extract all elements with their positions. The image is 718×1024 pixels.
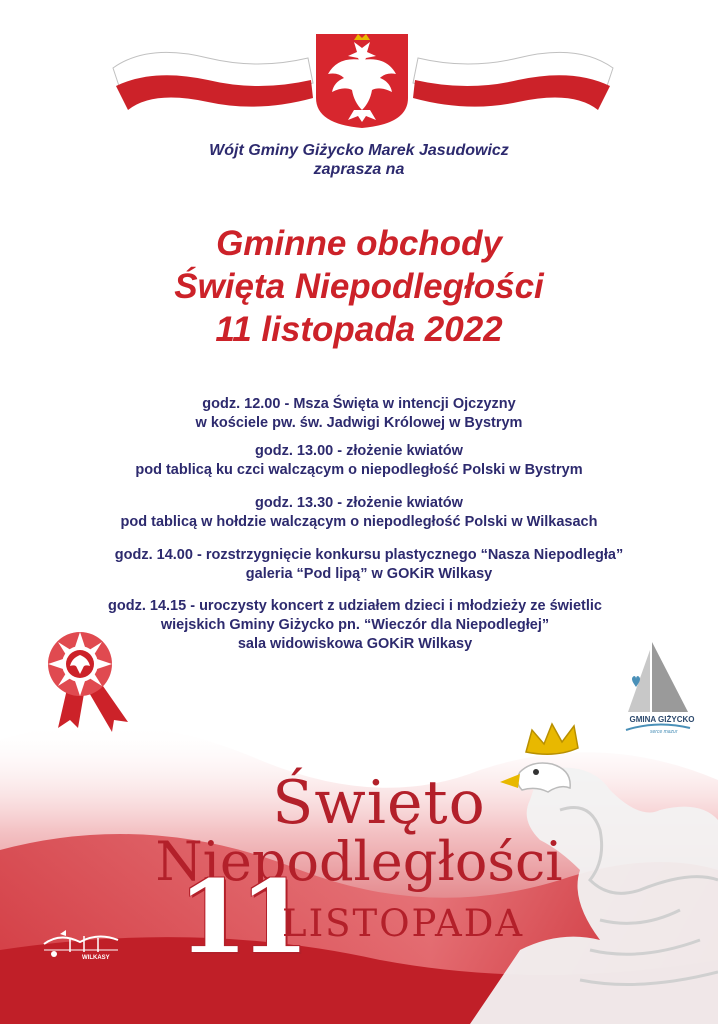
bottom-title-line1: Święto bbox=[272, 768, 486, 838]
program-item bbox=[0, 494, 718, 532]
event-title-line1: Gminne obchody bbox=[216, 224, 502, 263]
program-item-place-line: wiejskich Gminy Giżycko pn. “Wieczór dla Niepodległej” bbox=[160, 617, 550, 633]
program-item-time-line: godz. 13.00 - złożenie kwiatów bbox=[255, 443, 463, 459]
program-item bbox=[0, 395, 718, 433]
program-item-place-line: pod tablicą ku czci walczącym o niepodległość Polski w Bystrym bbox=[135, 462, 583, 478]
program-item bbox=[10, 546, 718, 584]
program-item-time-line: godz. 14.15 - uroczysty koncert z udziałem dzieci i młodzieży ze świetlic bbox=[108, 598, 602, 614]
program-item-venue-line: sala widowiskowa GOKiR Wilkasy bbox=[237, 636, 473, 652]
program-item bbox=[0, 442, 718, 480]
invite-line: zaprasza na bbox=[313, 161, 405, 178]
bottom-title-day: 11 bbox=[178, 858, 302, 976]
gokir-logo-label: WILKASY bbox=[82, 955, 110, 961]
polish-eagle-emblem-icon bbox=[108, 28, 618, 128]
program-item-time-line: godz. 12.00 - Msza Święta w intencji Ojczyzny bbox=[202, 396, 516, 412]
program-item-place-line: galeria “Pod lipą” w GOKiR Wilkasy bbox=[245, 566, 493, 582]
gokir-logo-icon bbox=[40, 926, 122, 966]
gmina-logo-name: GMINA GIŻYCKO bbox=[629, 715, 695, 724]
program-item-place-line: pod tablicą w hołdzie walczącym o niepodległość Polski w Wilkasach bbox=[120, 514, 598, 530]
program-item-time-line: godz. 13.30 - złożenie kwiatów bbox=[255, 495, 463, 511]
gmina-logo-tagline: serce mazur bbox=[650, 729, 678, 735]
host-line: Wójt Gminy Giżycko Marek Jasudowicz bbox=[209, 142, 509, 159]
event-title-date: 11 listopada 2022 bbox=[215, 310, 503, 349]
event-title-line2: Święta Niepodległości bbox=[174, 267, 544, 306]
bottom-title-line2: Niepodległości bbox=[155, 830, 563, 893]
bottom-title-month: LISTOPADA bbox=[282, 902, 525, 945]
program-item-place-line: w kościele pw. św. Jadwigi Królowej w Bystrym bbox=[195, 415, 523, 431]
program-item-time-line: godz. 14.00 - rozstrzygnięcie konkursu plastycznego “Nasza Niepodległa” bbox=[114, 547, 624, 563]
